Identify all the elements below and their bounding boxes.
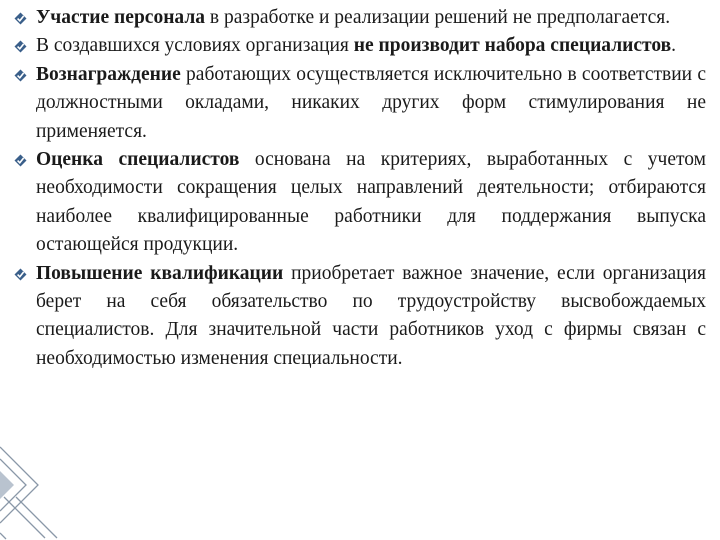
bullet-item-staff-participation	[14, 4, 706, 32]
check-diamond-icon	[14, 12, 27, 25]
bullet-text: основана на критериях, выработанных с учетом необходимости сокращения целых направлений деятельности; отбираются наиболее квалифицированные работники для поддержания выпуска остающейся продукции.	[36, 149, 706, 256]
bullet-text: работающих осуществляется исключительно в соответствии с должностными окладами, никаких других форм стимулирования не применяется.	[36, 63, 706, 142]
check-diamond-icon	[14, 268, 27, 281]
bullet-bold-term: Повышение квалификации	[36, 262, 284, 284]
slide-body	[14, 4, 706, 373]
bullet-item-no-recruitment	[14, 32, 706, 60]
bullet-bold-term: Участие персонала	[36, 7, 206, 28]
check-diamond-icon	[14, 40, 27, 53]
bullet-bold-term: Оценка специалистов	[36, 149, 240, 171]
bullet-item-qualification	[14, 260, 706, 374]
bullet-bold-term: Вознаграждение	[36, 63, 181, 85]
bullet-text: .	[671, 35, 677, 57]
bullet-text: приобретает важное значение, если организация берет на себя обязательство по трудоустройству высвобождаемых специалистов. Для значительной части работников уход с фирмы связан с необходимостью изменения специальности.	[36, 262, 706, 369]
check-diamond-icon	[14, 69, 27, 82]
check-diamond-icon	[14, 154, 27, 167]
bullet-bold-term: не производит набора специалистов	[353, 35, 672, 57]
bullet-item-evaluation	[14, 146, 706, 260]
bullet-text: в разработке и реализации решений не предполагается.	[205, 7, 671, 28]
bullet-text: В создавшихся условиях организация	[36, 35, 354, 57]
corner-ornament-icon	[0, 445, 150, 540]
bullet-item-remuneration	[14, 61, 706, 146]
